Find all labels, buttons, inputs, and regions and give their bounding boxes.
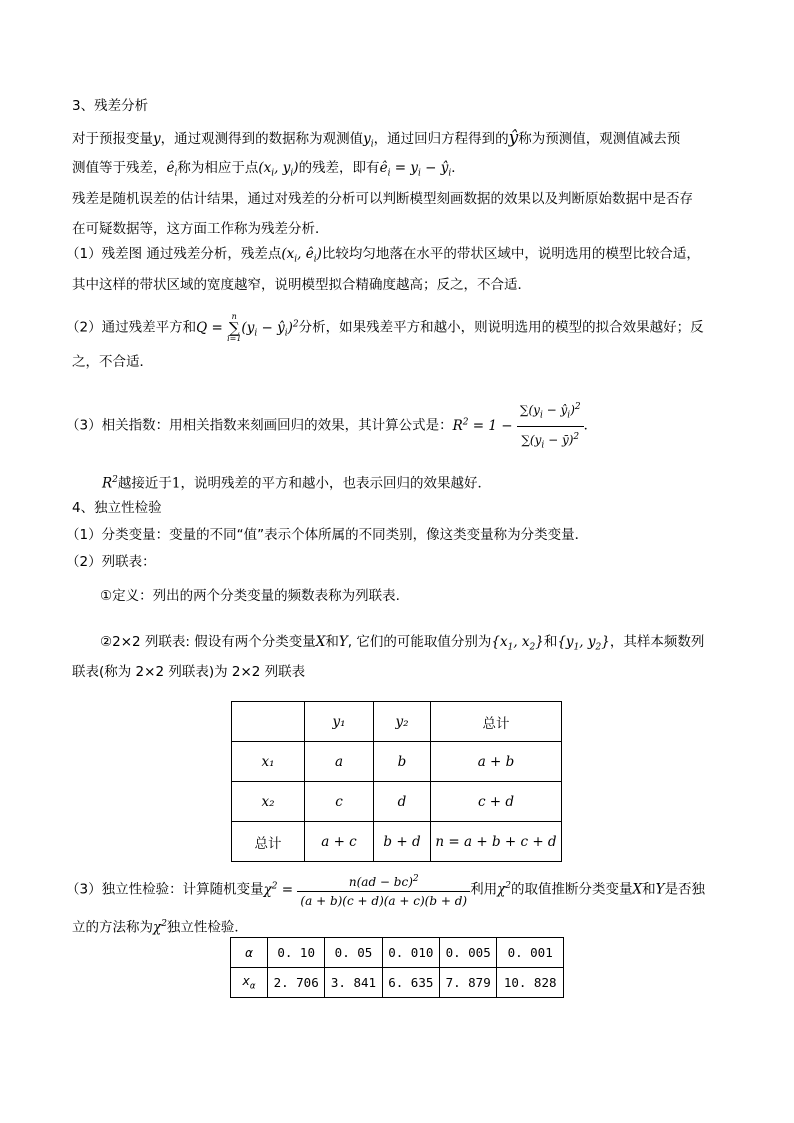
table-cell: b + d [374, 822, 431, 862]
contingency-table [231, 701, 562, 862]
table-cell: y₂ [374, 702, 431, 742]
independence-test-line2: 立的方法称为$\chi^2$独立性检验． [72, 919, 248, 936]
item3-line: （3）相关指数：用相关指数来刻画回归的效果，其计算公式是：$R^2 = 1$ − $\frac{\sum(y_i - ŷ_i)^2}{\sum(y_i - ȳ)^2}$ ． [66, 398, 597, 454]
item1-line2: 其中这样的带状区域的宽度越窄，说明模型拟合精确度越高；反之，不合适． [72, 277, 531, 293]
table-cell: 0. 05 [325, 938, 382, 968]
table-cell: 10. 828 [497, 968, 564, 998]
residual-symbol: $ê_i$ [166, 160, 178, 179]
table-cell: c [305, 782, 374, 822]
table-cell: b [374, 742, 431, 782]
independence-test-line1: （3）独立性检验：计算随机变量$\chi^2$ = $\frac{n(ad - bc)^2}{(a + b)(c + d)(a + c)(b + d)}$ 利用$\chi^2$的取值推断分类变量X和Y是否独 [66, 868, 705, 909]
table-cell: y₁ [305, 702, 374, 742]
para-residual-def-line1: 对于预报变量y，通过观测得到的数据称为观测值$y_i$，通过回归方程得到的ŷ称为预测值，观测值减去预 [72, 128, 681, 150]
critical-value-table [230, 937, 564, 998]
residual-point: ($x_i$, $ê_i$) [281, 246, 322, 265]
table-row [232, 742, 562, 782]
table-cell: 6. 635 [382, 968, 439, 998]
para-residual-analysis-1: 残差是随机误差的估计结果，通过对残差的分析可以判断模型刻画数据的效果以及判断原始数据中是否存 [72, 191, 693, 207]
observed-value: $y_i$ [363, 131, 374, 150]
contingency-table-def: ①定义：列出的两个分类变量的频数表称为列联表. [100, 588, 400, 604]
r2-note: $R^2$越接近于1，说明残差的平方和越小，也表示回归的效果越好． [102, 475, 491, 492]
item2-line1: （2）通过残差平方和Q = n ∑ $i=1(y_i$ − $ŷ_i)^2$分析，如果残差平方和越小，则说明选用的模型的拟合效果越好；反 [66, 312, 704, 343]
x-values-set: {$x_1$, $x_2$} [491, 634, 544, 653]
table-cell: a + c [305, 822, 374, 862]
table-row [232, 822, 562, 862]
table-cell: 总计 [232, 822, 305, 862]
table-cell: 0. 005 [439, 938, 496, 968]
residual-equation: $ê_i = y_i$ − $ŷ_i$ [379, 160, 452, 179]
table-row [231, 968, 564, 998]
r2-formula: $R^2 = 1$ − $\frac{\sum(y_i - ŷ_i)^2}{\sum(y_i - ȳ)^2}$ [453, 418, 584, 434]
table-cell: $x_\alpha$ [231, 968, 268, 998]
table-cell: 0. 001 [497, 938, 564, 968]
table-cell: 7. 879 [439, 968, 496, 998]
rss-formula: Q = n ∑ $i=1(y_i$ − $ŷ_i)^2$ [196, 312, 299, 343]
item2-line2: 之，不合适． [72, 354, 153, 370]
table-cell: 3. 841 [325, 968, 382, 998]
table-cell: a [305, 742, 374, 782]
para-residual-analysis-2: 在可疑数据等，这方面工作称为残差分析． [72, 221, 329, 237]
table-cell: α [231, 938, 268, 968]
para-residual-def-line2: 测值等于残差，$ê_i$称为相应于点($x_i$, $y_i$)的残差，即有$ê_i = y_i$ − $ŷ_i$． [72, 160, 465, 179]
two-by-two-line1: ②2×2 列联表: 假设有两个分类变量X和Y, 它们的可能取值分别为{$x_1$, $x_2$}和{$y_1$, $y_2$}，其样本频数列 [100, 634, 705, 653]
section3-heading: 3、残差分析 [72, 98, 149, 114]
table-cell: 0. 010 [382, 938, 439, 968]
item1-line1: （1）残差图 通过残差分析，残差点($x_i$, $ê_i$)比较均匀地落在水平的带状区域中，说明选用的模型比较合适， [66, 246, 700, 265]
section4-heading: 4、独立性检验 [72, 500, 162, 516]
table-row [232, 782, 562, 822]
table-cell: d [374, 782, 431, 822]
two-by-two-line2: 联表(称为 2×2 列联表)为 2×2 列联表 [72, 664, 306, 680]
chi-square-formula: $\chi^2$ = $\frac{n(ad - bc)^2}{(a + b)(c + d)(a + c)(b + d)}$ [264, 882, 471, 898]
table-cell: 2. 706 [268, 968, 325, 998]
table-row [232, 702, 562, 742]
table-cell [232, 702, 305, 742]
table-cell: x₂ [232, 782, 305, 822]
table-cell: n = a + b + c + d [431, 822, 562, 862]
table-row [231, 938, 564, 968]
table-cell: 总计 [431, 702, 562, 742]
table-cell: a + b [431, 742, 562, 782]
table-cell: 0. 10 [268, 938, 325, 968]
y-values-set: {$y_1$, $y_2$} [557, 634, 610, 653]
contingency-table-heading: （2）列联表： [66, 554, 156, 570]
table-cell: c + d [431, 782, 562, 822]
point-xy: ($x_i$, $y_i$) [258, 160, 299, 179]
table-cell: x₁ [232, 742, 305, 782]
categorical-variable-def: （1）分类变量：变量的不同“值”表示个体所属的不同类别，像这类变量称为分类变量． [66, 527, 589, 543]
predicted-value-symbol: ŷ [508, 128, 519, 148]
